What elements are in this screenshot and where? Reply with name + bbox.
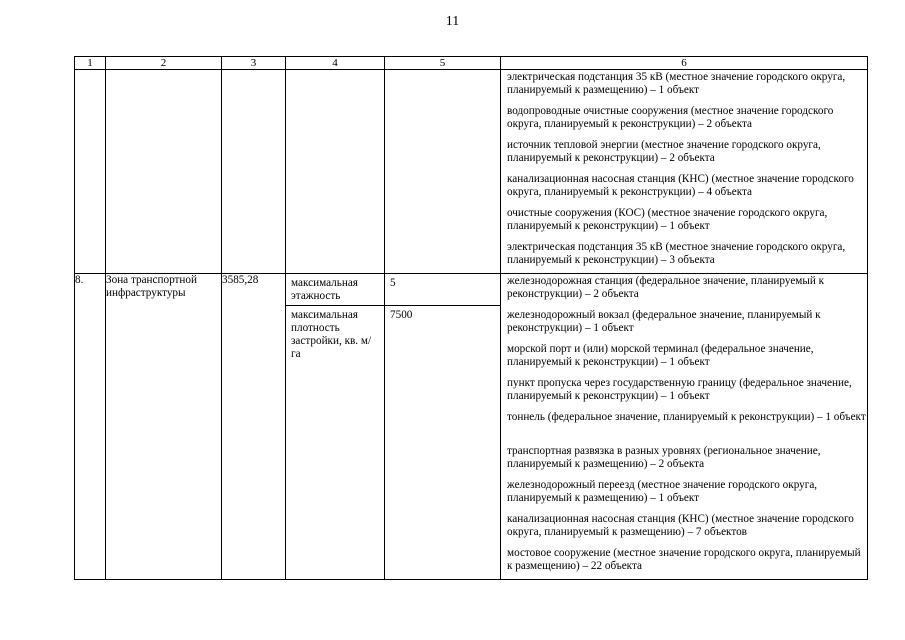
list-item: канализационная насосная станция (КНС) (местное значение городского округа, планируемый к реконструкции) – 4 объекта [507, 173, 854, 198]
table-row-8 [75, 274, 868, 580]
list-item: источник тепловой энергии (местное значение городского округа, планируемый к реконструкции) – 2 объекта [507, 139, 821, 164]
header-cell-5: 5 [385, 57, 501, 70]
empty-cell [106, 70, 222, 274]
param-values-cell [385, 274, 501, 580]
zone-name: Зона транспортной инфраструктуры [106, 274, 222, 580]
header-row [75, 57, 868, 70]
list-item: пункт пропуска через государственную границу (федеральное значение, планируемый к реконструкции) – 1 объект [507, 377, 852, 402]
objects-cell [501, 70, 868, 274]
list-item: тоннель (федеральное значение, планируемый к реконструкции) – 1 объект [507, 411, 866, 423]
objects-list [501, 274, 867, 579]
empty-cell [222, 70, 286, 274]
continuation-row [75, 70, 868, 274]
header-cell-6: 6 [501, 57, 868, 70]
param-name-max-density: максимальная плотность застройки, кв. м/ га [291, 309, 372, 360]
list-item: очистные сооружения (КОС) (местное значение городского округа, планируемый к реконструкции) – 1 объект [507, 207, 828, 232]
list-item: канализационная насосная станция (КНС) (местное значение городского округа, планируемый к размещению) – 7 объектов [507, 513, 854, 538]
header-cell-3: 3 [222, 57, 286, 70]
list-item: железнодорожная станция (федеральное значение, планируемый к реконструкции) – 2 объекта [507, 275, 825, 300]
empty-cell [385, 70, 501, 274]
header-cell-2: 2 [106, 57, 222, 70]
document-table [74, 56, 868, 580]
list-item: морской порт и (или) морской терминал (федеральное значение, планируемый к реконструкции) – 1 объект [507, 343, 814, 368]
list-item: электрическая подстанция 35 кВ (местное значение городского округа, планируемый к размещению) – 1 объект [507, 71, 846, 96]
param-value-max-density: 7500 [390, 309, 413, 321]
header-cell-4: 4 [286, 57, 385, 70]
param-names-cell [286, 274, 385, 580]
objects-cell [501, 274, 868, 580]
list-item: мостовое сооружение (местное значение городского округа, планируемый к размещению) – 22 объекта [507, 547, 861, 572]
list-item: железнодорожный переезд (местное значение городского округа, планируемый к размещению) – 1 объект [507, 479, 818, 504]
param-name-max-floors: максимальная этажность [286, 274, 384, 306]
row-number: 8. [75, 274, 106, 580]
param-value-max-floors: 5 [385, 274, 500, 306]
empty-cell [286, 70, 385, 274]
list-item: транспортная развязка в разных уровнях (региональное значение, планируемый к размещению) – 2 объекта [507, 445, 821, 470]
empty-cell [75, 70, 106, 274]
header-cell-1: 1 [75, 57, 106, 70]
list-item: железнодорожный вокзал (федеральное значение, планируемый к реконструкции) – 1 объект [507, 309, 821, 334]
objects-list [501, 70, 867, 273]
list-item: водопроводные очистные сооружения (местное значение городского округа, планируемый к реконструкции) – 2 объекта [507, 105, 834, 130]
page-number: 11 [445, 14, 460, 29]
list-item: электрическая подстанция 35 кВ (местное значение городского округа, планируемый к реконструкции) – 3 объекта [507, 241, 846, 266]
zone-area: 3585,28 [222, 274, 286, 580]
